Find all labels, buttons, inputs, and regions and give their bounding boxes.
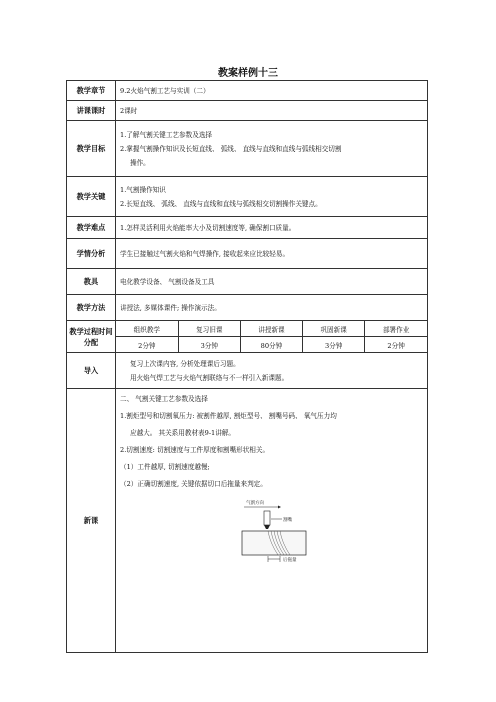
row-hours [67, 101, 428, 121]
goal-line: 操作。 [130, 158, 150, 167]
key-cell [116, 177, 428, 217]
time-cell: 3分钟 [303, 337, 365, 353]
lesson-plan-table [66, 80, 428, 653]
drag-label: 后拖量 [283, 558, 297, 563]
tools-text: 电化教学设备、 气割设备及工具 [116, 269, 428, 295]
row-goals [67, 121, 428, 177]
label-key: 教学关键 [67, 177, 116, 217]
time-cell: 2分钟 [116, 337, 178, 353]
new-line: 二、 气割关键工艺参数及选择 [120, 395, 208, 403]
process-cell [116, 321, 428, 353]
step-cell: 巩固新课 [303, 321, 365, 337]
new-line: 应越大。 其关系用教材表9-1讲解。 [130, 429, 236, 437]
new-line: （2）正确切割速度, 关键依据切口后拖量来判定。 [120, 480, 267, 488]
direction-label: 气割方向 [246, 501, 264, 506]
time-allocation-table [116, 321, 427, 352]
page-title: 教案样例十三 [218, 68, 278, 79]
label-students: 学情分析 [67, 239, 116, 269]
new-line: 1.割炬型号和切割氧压力: 被割件越厚, 割炬型号、 割嘴号码、 氧气压力均 [120, 412, 337, 420]
step-cell: 复习旧课 [178, 321, 240, 337]
label-new: 新课 [67, 389, 116, 653]
goals-cell [116, 121, 428, 177]
cutting-drag-figure [238, 497, 318, 569]
step-cell: 讲授新课 [240, 321, 302, 337]
row-students [67, 239, 428, 269]
label-goals: 教学目标 [67, 121, 116, 177]
row-tools [67, 269, 428, 295]
label-tools: 教具 [67, 269, 116, 295]
key-line: 1.气割操作知识 [120, 185, 166, 194]
time-cell: 80分钟 [240, 337, 302, 353]
new-cell [116, 389, 428, 653]
label-hours: 讲课课时 [67, 101, 116, 121]
step-cell: 组织教学 [116, 321, 178, 337]
label-chapter: 教学章节 [67, 81, 116, 101]
row-chapter [67, 81, 428, 101]
step-cell: 部署作业 [365, 321, 427, 337]
nozzle-tip [264, 525, 270, 529]
hours-text: 2课时 [116, 101, 428, 121]
intro-line: 用火焰气焊工艺与火焰气割联络与不一样引入新课题。 [130, 373, 289, 382]
label-intro: 导入 [67, 353, 116, 389]
intro-cell [116, 353, 428, 389]
time-cell: 3分钟 [178, 337, 240, 353]
label-difficulty: 教学难点 [67, 217, 116, 239]
nozzle-icon [264, 511, 270, 525]
row-new [67, 389, 428, 653]
methods-text: 讲授法, 多媒体课件; 操作演示法。 [116, 295, 428, 321]
students-text: 学生已接触过气割火焰和气焊操作, 接收起来应比较轻易。 [116, 239, 428, 269]
goal-line: 2.掌握气割操作知识及长短直线、 弧线、 直线与直线和直线与弧线相交切割 [120, 144, 342, 153]
intro-line: 复习上次课内容, 分析处理课后习题。 [130, 359, 240, 368]
difficulty-text: 1.怎样灵活利用火焰能率大小及切割速度等, 确保割口质量。 [116, 217, 428, 239]
time-cell: 2分钟 [365, 337, 427, 353]
nozzle-label: 割嘴 [283, 518, 292, 523]
new-line: 2.切割速度: 切割速度与工件厚度和割嘴形状相关。 [120, 446, 270, 454]
goal-line: 1.了解气割关键工艺参数及选择 [120, 130, 213, 139]
new-line: （1）工件越厚, 切割速度越慢; [120, 463, 210, 471]
chapter-text: 9.2火焰气割工艺与实训（二） [116, 81, 428, 101]
label-process: 教学过程时间分配 [67, 321, 116, 353]
row-process [67, 321, 428, 353]
workpiece [242, 531, 306, 555]
row-methods [67, 295, 428, 321]
row-difficulty [67, 217, 428, 239]
row-intro [67, 353, 428, 389]
arrow-head-icon [278, 506, 281, 509]
row-key [67, 177, 428, 217]
label-methods: 教学方法 [67, 295, 116, 321]
key-line: 2.长短直线、 弧线、 直线与直线和直线与弧线相交切割操作关键点。 [120, 199, 322, 208]
